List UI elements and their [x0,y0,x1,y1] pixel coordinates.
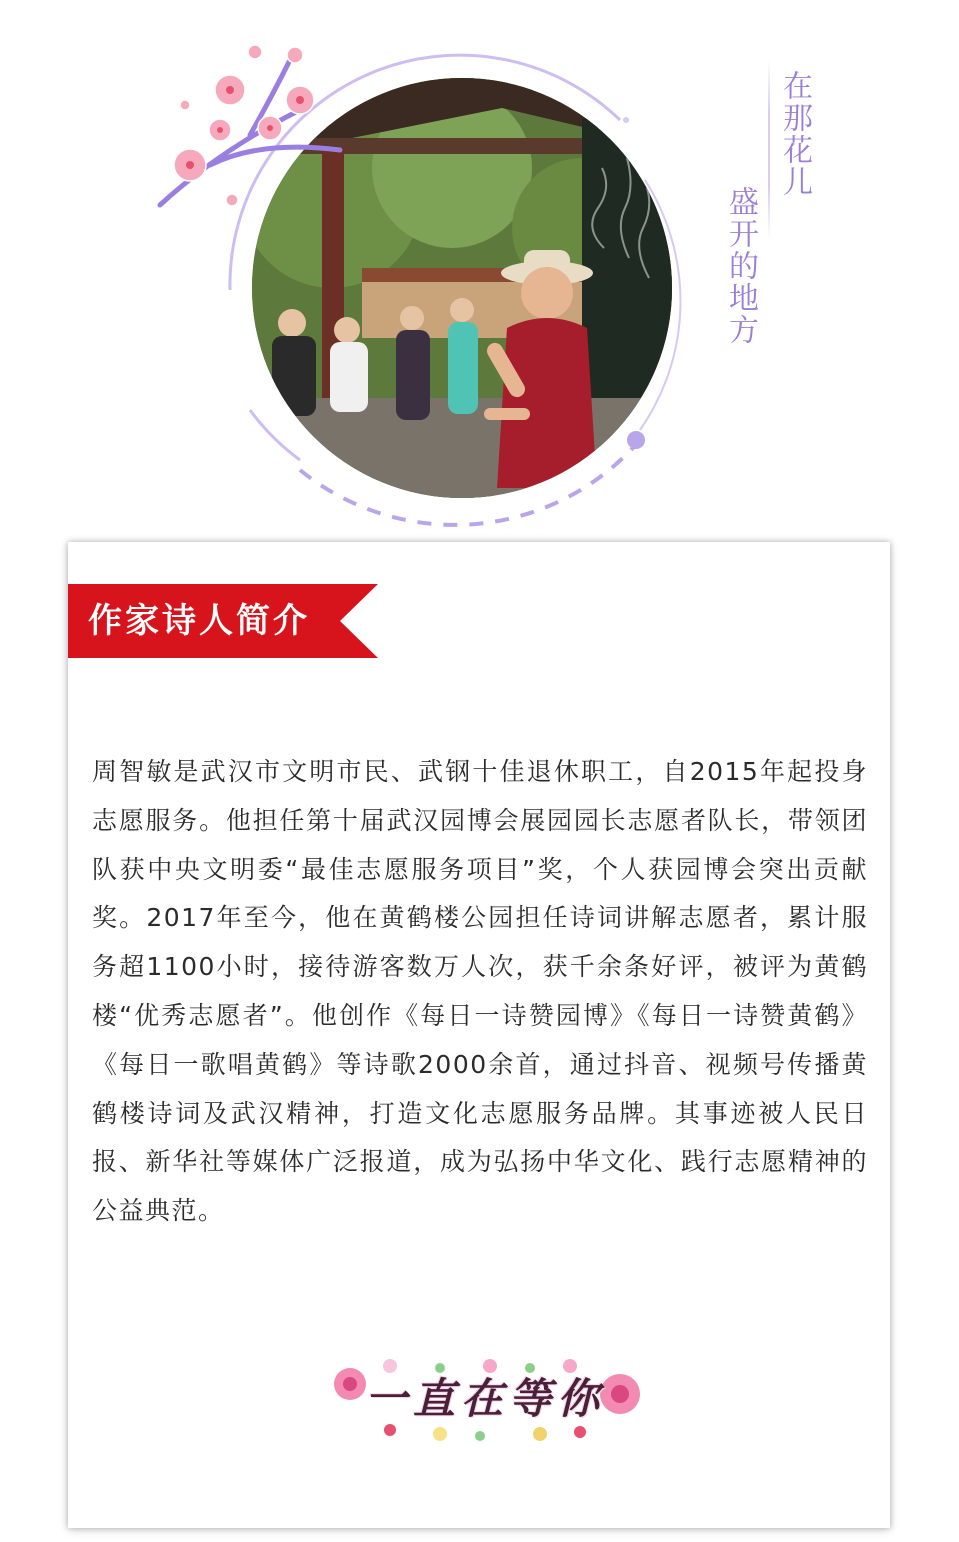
signature-text: 一直在等你 [364,1374,605,1423]
hero-section [0,0,959,530]
plum-blossom-branch-icon [150,40,370,220]
title-line-1: 在那花儿 [777,70,812,198]
bio-text: 周智敏是武汉市文明市民、武钢十佳退休职工，自2015年起投身志愿服务。他担任第十届武汉园博会展园园长志愿者队长，带领团队获中央文明委“最佳志愿服务项目”奖，个人获园博会突出贡献奖。2017年至今，他在黄鹤楼公园担任诗词讲解志愿者，累计服务超1100小时，接待游客数万人次，获千余条好评，被评为黄鹤楼“优秀志愿者”。他创作《每日一诗赞园博》《每日一诗赞黄鹤》《每日一歌唱黄鹤》等诗歌2000余首，通过抖音、视频号传播黄鹤楼诗词及武汉精神，打造文化志愿服务品牌。其事迹被人民日报、新华社等媒体广泛报道，成为弘扬中华文化、践行志愿精神的公益典范。 [92,757,868,1226]
bio-card [68,542,890,1528]
title-line-2: 盛开的地方 [723,186,758,346]
title-divider [768,60,770,240]
section-ribbon [68,584,378,658]
section-label: 作家诗人简介 [88,601,310,641]
signature-banner [330,1354,640,1444]
